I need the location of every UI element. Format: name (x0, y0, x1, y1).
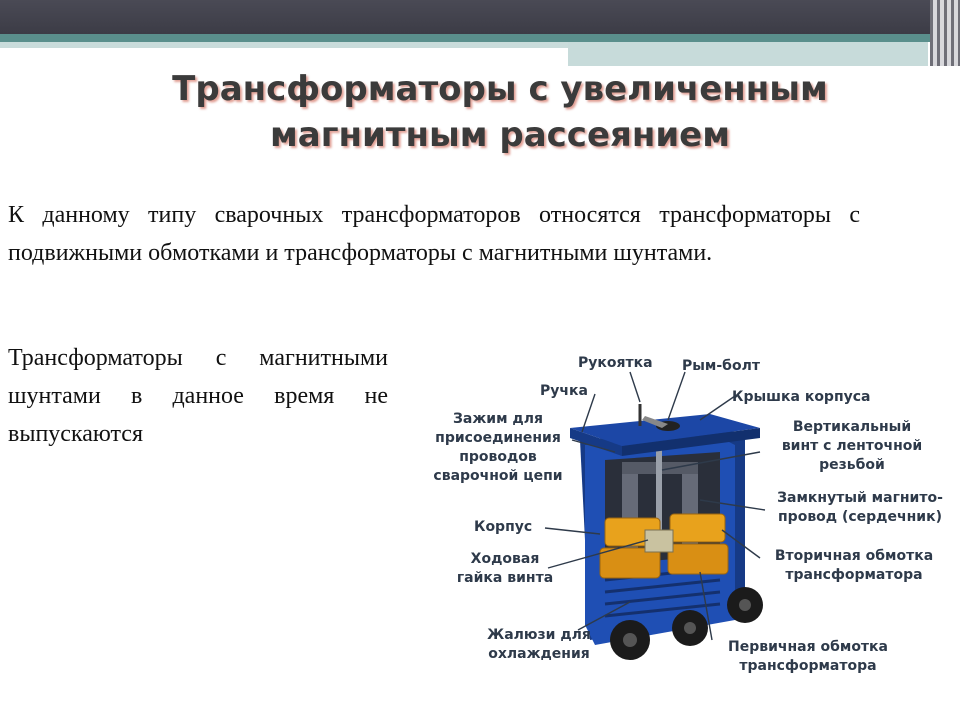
label-core-line1: Замкнутый магнито- (777, 490, 943, 506)
header-light-block (568, 42, 928, 66)
label-secondary-line1: Вторичная обмотка (774, 548, 934, 564)
label-primary-winding (710, 638, 906, 676)
lead-nut (645, 530, 673, 552)
primary-winding-right (668, 544, 728, 574)
label-handle-crank: Рукоятка (578, 355, 653, 371)
label-housing: Корпус (474, 519, 533, 535)
secondary-winding-right (670, 514, 725, 542)
label-louvers (484, 626, 594, 664)
label-core-line2: провод (сердечник) (778, 509, 942, 525)
label-handle: Ручка (540, 383, 588, 399)
label-louvers-line1: Жалюзи для (487, 627, 591, 643)
header-accent-band (0, 34, 960, 42)
intro-paragraph: К данному типу сварочных трансформаторов относятся трансформаторы с подвижными обмотками и трансформаторы с магнитными шунтами. (8, 202, 860, 266)
label-primary-line1: Первичная обмотка (727, 639, 888, 655)
transformer-diagram (400, 340, 960, 680)
label-clamp (418, 410, 578, 486)
label-vertical-screw-line1: Вертикальный (792, 419, 912, 435)
label-vertical-screw-line2: винт с ленточной (781, 438, 923, 454)
header-band (0, 0, 960, 34)
note-paragraph: Трансформаторы с магнитными шунтами в данное время не выпускаются (8, 345, 388, 447)
label-eye-bolt: Рым-болт (682, 358, 760, 374)
label-louvers-line2: охлаждения (488, 646, 590, 662)
corner-stripes-decoration (930, 0, 960, 66)
header-light-band (0, 42, 570, 48)
label-vertical-screw (760, 418, 944, 475)
label-primary-line2: трансформатора (739, 658, 877, 674)
label-nut-line2: гайка винта (456, 570, 554, 586)
label-secondary-line2: трансформатора (785, 567, 923, 583)
label-nut (450, 550, 560, 588)
label-housing-cover: Крышка корпуса (732, 389, 871, 405)
label-vertical-screw-line3: резьбой (819, 457, 885, 473)
label-clamp-line2: присоединения (435, 430, 561, 446)
label-secondary-winding (756, 547, 952, 585)
label-clamp-line1: Зажим для (452, 411, 543, 427)
label-clamp-line4: сварочной цепи (433, 468, 563, 484)
label-core (762, 489, 958, 527)
label-clamp-line3: проводов (459, 449, 537, 465)
label-nut-line1: Ходовая (470, 551, 540, 567)
slide-title: Трансформаторы с увеличенным магнитным рассеянием (172, 69, 828, 155)
